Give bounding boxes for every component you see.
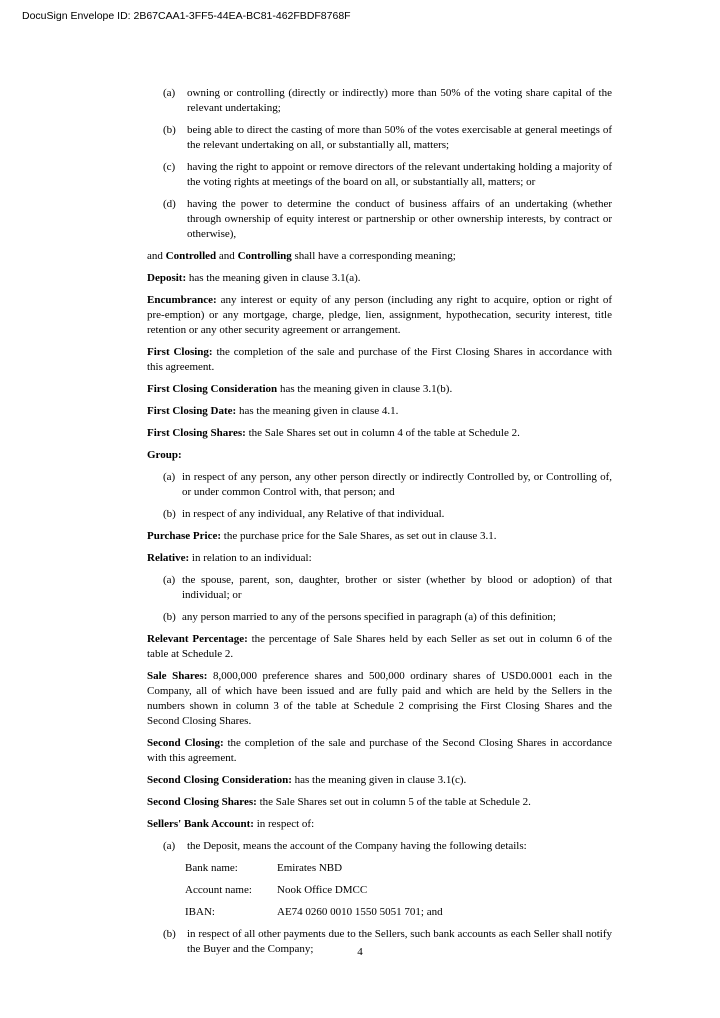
definition-paragraph bbox=[147, 271, 612, 286]
text-run: having the power to determine the conduct of business affairs of an undertaking (whether through ownership of equity interest or partnership or other ownership interests, by contract or otherwise), bbox=[187, 198, 612, 240]
list-item-label: (b) bbox=[163, 928, 176, 940]
text-run: in respect of any individual, any Relative of that individual. bbox=[182, 508, 445, 520]
list-item-text bbox=[187, 197, 612, 242]
list-item-label: (b) bbox=[163, 611, 176, 623]
definition-term: First Closing: bbox=[147, 346, 213, 358]
text-run: the percentage of Sale Shares held by each Seller as set out in column 6 of the table at Schedule 2. bbox=[147, 633, 612, 660]
definition-list-item bbox=[163, 197, 612, 242]
definition-term: Sellers' Bank Account: bbox=[147, 818, 254, 830]
list-item-text bbox=[182, 507, 612, 522]
text-run: the completion of the sale and purchase of the First Closing Shares in accordance with this agreement. bbox=[147, 346, 612, 373]
text-run: in respect of any person, any other person directly or indirectly Controlled by, or Controlling of, or under common Control with, that person; and bbox=[182, 471, 612, 498]
text-run: has the meaning given in clause 3.1(b). bbox=[277, 383, 453, 395]
list-item-label: (a) bbox=[163, 574, 176, 586]
definition-term: Group: bbox=[147, 449, 182, 461]
definition-paragraph bbox=[147, 382, 612, 397]
bank-detail-value: Nook Office DMCC bbox=[277, 884, 368, 896]
list-item-text bbox=[187, 839, 612, 854]
definition-term: First Closing Consideration bbox=[147, 383, 278, 395]
definition-paragraph bbox=[147, 448, 612, 463]
definition-term: Controlled bbox=[165, 250, 217, 262]
text-run: has the meaning given in clause 3.1(c). bbox=[291, 774, 467, 786]
definition-paragraph bbox=[147, 404, 612, 419]
definition-term: Sale Shares: bbox=[147, 670, 208, 682]
definition-term: Relevant Percentage: bbox=[147, 633, 248, 645]
definition-list-item bbox=[163, 86, 612, 116]
definition-term: Second Closing Consideration: bbox=[147, 774, 292, 786]
definition-list-item bbox=[163, 123, 612, 153]
definition-term: Second Closing: bbox=[147, 737, 224, 749]
bank-detail-label: IBAN: bbox=[185, 906, 215, 918]
bank-detail-label: Bank name: bbox=[185, 862, 238, 874]
list-item-text bbox=[182, 470, 612, 500]
text-run: owning or controlling (directly or indirectly) more than 50% of the voting share capital of the relevant undertaking; bbox=[187, 87, 612, 114]
definition-term: Deposit: bbox=[147, 272, 187, 284]
text-run: the purchase price for the Sale Shares, as set out in clause 3.1. bbox=[221, 530, 497, 542]
definition-paragraph bbox=[147, 249, 612, 264]
definition-term: Controlling bbox=[237, 250, 292, 262]
definition-paragraph bbox=[147, 632, 612, 662]
definition-list-item bbox=[163, 839, 612, 854]
definition-list-item bbox=[163, 507, 612, 522]
text-run: has the meaning given in clause 4.1. bbox=[236, 405, 399, 417]
text-run: the Sale Shares set out in column 5 of the table at Schedule 2. bbox=[256, 796, 531, 808]
list-item-label: (b) bbox=[163, 508, 176, 520]
definition-list-item bbox=[163, 573, 612, 603]
definition-paragraph bbox=[147, 669, 612, 729]
text-run: being able to direct the casting of more than 50% of the votes exercisable at general meetings of the relevant undertaking on all, or substantially all, matters; bbox=[187, 124, 612, 151]
definition-list-item bbox=[163, 470, 612, 500]
text-run: the Sale Shares set out in column 4 of the table at Schedule 2. bbox=[245, 427, 520, 439]
definition-paragraph bbox=[147, 817, 612, 832]
list-item-text bbox=[187, 160, 612, 190]
docusign-envelope-id: DocuSign Envelope ID: 2B67CAA1-3FF5-44EA-BC81-462FBDF8768F bbox=[22, 10, 351, 22]
text-run: any interest or equity of any person (including any right to acquire, option or right of pre-emption) or any mortgage, charge, pledge, lien, assignment, hypothecation, security interest, title retention or any other security agreement or arrangement. bbox=[147, 294, 612, 336]
bank-detail-row bbox=[185, 905, 612, 920]
list-item-text bbox=[187, 86, 612, 116]
text-run: and bbox=[147, 250, 166, 262]
list-item-label: (a) bbox=[163, 87, 176, 99]
definition-term: First Closing Shares: bbox=[147, 427, 246, 439]
text-run: having the right to appoint or remove directors of the relevant undertaking holding a majority of the voting rights at meetings of the board on all, or substantially all, matters; or bbox=[187, 161, 612, 188]
bank-detail-row bbox=[185, 883, 612, 898]
definition-paragraph bbox=[147, 293, 612, 338]
list-item-label: (b) bbox=[163, 124, 176, 136]
definition-paragraph bbox=[147, 773, 612, 788]
text-run: the Deposit, means the account of the Company having the following details: bbox=[187, 840, 527, 852]
list-item-label: (a) bbox=[163, 840, 176, 852]
text-run: in relation to an individual: bbox=[189, 552, 312, 564]
text-run: the completion of the sale and purchase of the Second Closing Shares in accordance with this agreement. bbox=[147, 737, 612, 764]
definition-list-item bbox=[163, 610, 612, 625]
definition-term: First Closing Date: bbox=[147, 405, 237, 417]
bank-detail-row bbox=[185, 861, 612, 876]
text-run: in respect of: bbox=[253, 818, 315, 830]
definition-paragraph bbox=[147, 736, 612, 766]
definition-paragraph bbox=[147, 795, 612, 810]
text-run: and bbox=[216, 250, 238, 262]
list-item-label: (a) bbox=[163, 471, 176, 483]
definition-term: Encumbrance: bbox=[147, 294, 217, 306]
text-run: 8,000,000 preference shares and 500,000 ordinary shares of USD0.0001 each in the Company, all of which have been issued and are fully paid and which are held by the Sellers in the numbers shown in column 3 of the table at Schedule 2 comprising the First Closing Shares and the Second Closing Shares. bbox=[147, 670, 612, 727]
page-number: 4 bbox=[357, 946, 363, 958]
text-run: has the meaning given in clause 3.1(a). bbox=[186, 272, 361, 284]
definition-term: Second Closing Shares: bbox=[147, 796, 257, 808]
list-item-label: (d) bbox=[163, 198, 176, 210]
list-item-text bbox=[187, 123, 612, 153]
text-run: shall have a corresponding meaning; bbox=[291, 250, 456, 262]
list-item-text bbox=[182, 573, 612, 603]
definition-term: Relative: bbox=[147, 552, 190, 564]
bank-detail-label: Account name: bbox=[185, 884, 252, 896]
definitions-section bbox=[147, 86, 612, 964]
text-run: in respect of all other payments due to the Sellers, such bank accounts as each Seller shall notify the Buyer and the Company; bbox=[187, 928, 612, 955]
text-run: the spouse, parent, son, daughter, brother or sister (whether by blood or adoption) of that individual; or bbox=[182, 574, 612, 601]
definition-paragraph bbox=[147, 551, 612, 566]
definition-term: Purchase Price: bbox=[147, 530, 222, 542]
text-run: any person married to any of the persons specified in paragraph (a) of this definition; bbox=[182, 611, 556, 623]
list-item-label: (c) bbox=[163, 161, 176, 173]
definition-paragraph bbox=[147, 426, 612, 441]
bank-detail-value: AE74 0260 0010 1550 5051 701; and bbox=[277, 906, 443, 918]
definition-paragraph bbox=[147, 345, 612, 375]
list-item-text bbox=[182, 610, 612, 625]
definition-paragraph bbox=[147, 529, 612, 544]
bank-detail-value: Emirates NBD bbox=[277, 862, 343, 874]
definition-list-item bbox=[163, 160, 612, 190]
